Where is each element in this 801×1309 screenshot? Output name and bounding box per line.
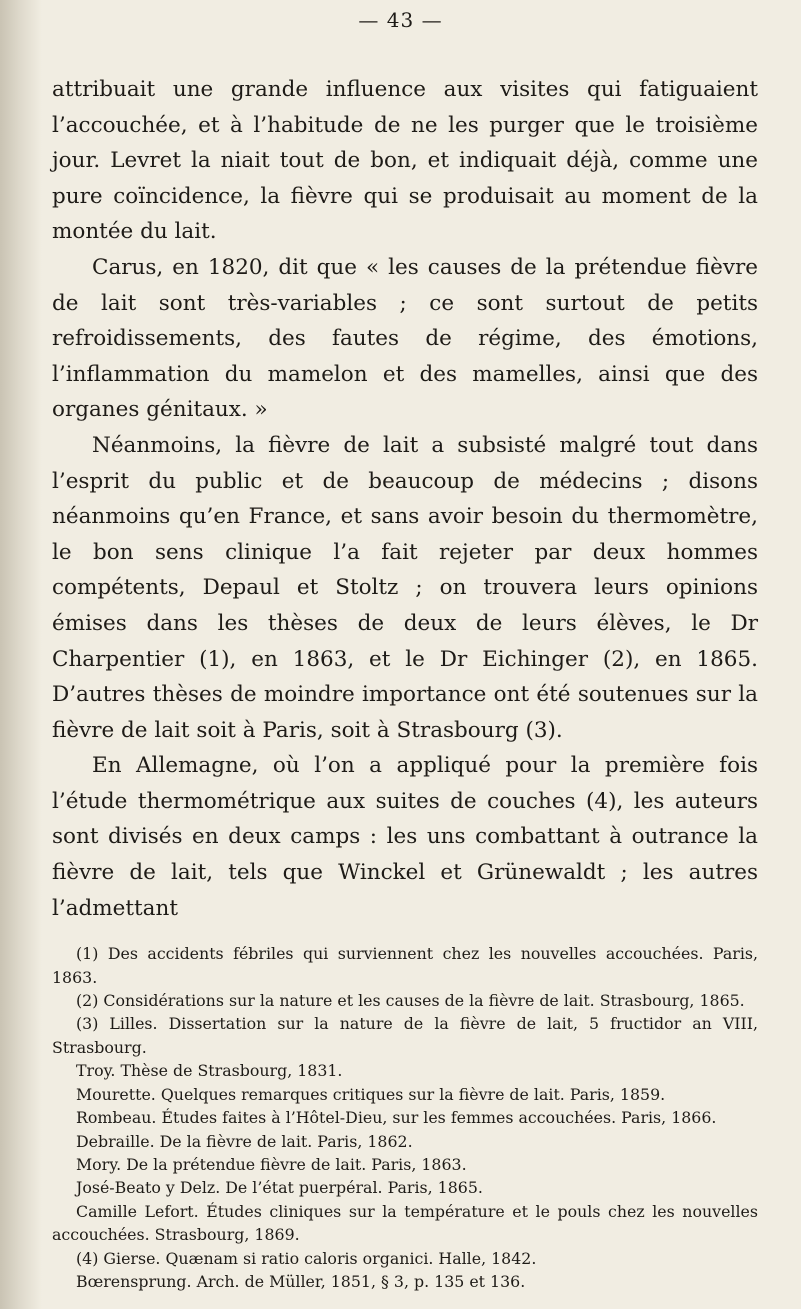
footnote-3: (3) Lilles. Dissertation sur la nature de la fièvre de lait, 5 fructidor an VIII, Strasbourg. [52, 1014, 758, 1057]
paragraph-allemagne: En Allemagne, où l’on a appliqué pour la première fois l’étude thermométrique aux suites de couches (4), les auteurs sont divisés en deux camps : les uns combattant à outrance la fièvre de lait, tels que Winckel et Grünewaldt ; les autres l’admettant [52, 753, 758, 921]
footnote-4-boerensprung: Bœrensprung. Arch. de Müller, 1851, § 3, p. 135 et 136. [76, 1271, 526, 1291]
scan-edge-shadow [0, 0, 42, 1309]
footnote-2: (2) Considérations sur la nature et les causes de la fièvre de lait. Strasbourg, 1865. [76, 991, 745, 1011]
footnote-3-jose-beato: José-Beato y Delz. De l’état puerpéral. Paris, 1865. [76, 1178, 483, 1198]
footnote-3-rombeau: Rombeau. Études faites à l’Hôtel-Dieu, sur les femmes accouchées. Paris, 1866. [76, 1108, 717, 1128]
footnote-4: (4) Gierse. Quænam si ratio caloris organici. Halle, 1842. [76, 1248, 537, 1268]
page-body [52, 72, 758, 1293]
paragraph-neanmoins: Néanmoins, la fièvre de lait a subsisté malgré tout dans l’esprit du public et de beaucoup de médecins ; disons néanmoins qu’en France, et sans avoir besoin du thermomètre, le bon sens clinique l’a fait rejeter par deux hommes compétents, Depaul et Stoltz ; on trouvera leurs opinions émises dans les thèses de deux de leurs élèves, le Dr Charpentier (1), en 1863, et le Dr Eichinger (2), en 1865. D’autres thèses de moindre importance ont été soutenues sur la fièvre de lait soit à Paris, soit à Strasbourg (3). [52, 432, 758, 743]
paragraph-carus: Carus, en 1820, dit que « les causes de la prétendue fièvre de lait sont très-variables ; ce sont surtout de petits refroidissements, des fautes de régime, des émotions, l’inflammation du mamelon et des mamelles, ainsi que des organes génitaux. » [52, 254, 758, 423]
footnote-3-troy: Troy. Thèse de Strasbourg, 1831. [76, 1061, 343, 1081]
footnote-1: (1) Des accidents fébriles qui surviennent chez les nouvelles accouchées. Paris, 1863. [52, 944, 758, 987]
page-number: — 43 — [358, 8, 443, 32]
footnote-3-lefort: Camille Lefort. Études cliniques sur la température et le pouls chez les nouvelles accouchées. Strasbourg, 1869. [52, 1201, 758, 1245]
footnote-3-mourette: Mourette. Quelques remarques critiques sur la fièvre de lait. Paris, 1859. [76, 1084, 666, 1104]
footnote-3-debraille: Debraille. De la fièvre de lait. Paris, 1862. [76, 1131, 413, 1151]
footnotes [52, 942, 758, 1293]
footnote-3-mory: Mory. De la prétendue fièvre de lait. Paris, 1863. [76, 1154, 467, 1174]
paragraph-continuation: attribuait une grande influence aux visites qui fatiguaient l’accouchée, et à l’habitude de ne les purger que le troisième jour. Levret la niait tout de bon, et indiquait déjà, comme une pure coïncidence, la fièvre qui se produisait au moment de la montée du lait. [52, 77, 758, 245]
